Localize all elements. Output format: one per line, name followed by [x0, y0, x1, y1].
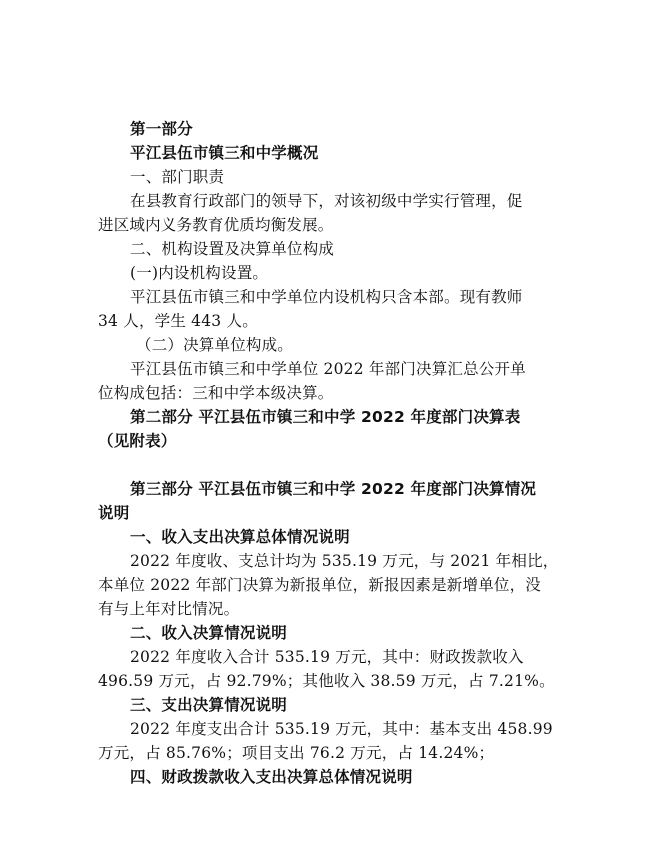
part3-section1-paragraph-line1: 2022 年度收、支总计均为 535.19 万元，与 2021 年相比，	[130, 552, 559, 570]
part2-title-line2: （见附表）	[98, 432, 177, 450]
part3-section2-paragraph-line1: 2022 年度收入合计 535.19 万元，其中：财政拨款收入	[130, 648, 524, 666]
part1-section2-paragraph1-line2: 34 人，学生 443 人。	[98, 312, 258, 330]
part1-section1-paragraph-line2: 进区域内义务教育优质均衡发展。	[98, 216, 334, 234]
part3-section4-title: 四、财政拨款收入支出决算总体情况说明	[130, 768, 413, 786]
part3-section1-paragraph-line2: 本单位 2022 年部门决算为新报单位，新报因素是新增单位，没	[98, 576, 542, 594]
part3-section2-title: 二、收入决算情况说明	[130, 624, 288, 642]
part1-section2-title: 二、机构设置及决算单位构成	[130, 240, 335, 258]
part1-heading: 第一部分	[130, 120, 193, 138]
part3-title-line2: 说明	[98, 504, 130, 522]
part3-section1-title: 一、收入支出决算总体情况说明	[130, 528, 350, 546]
part1-section2-subtitle1: (一)内设机构设置。	[130, 264, 269, 282]
part1-section2-paragraph2-line2: 位构成包括：三和中学本级决算。	[98, 384, 334, 402]
part3-title-line1: 第三部分 平江县伍市镇三和中学 2022 年度部门决算情况	[130, 480, 537, 498]
part1-section2-paragraph2-line1: 平江县伍市镇三和中学单位 2022 年部门决算汇总公开单	[130, 360, 526, 378]
part1-section1-title: 一、部门职责	[130, 168, 225, 186]
part3-section3-title: 三、支出决算情况说明	[130, 696, 288, 714]
part3-section2-paragraph-line2: 496.59 万元，占 92.79%；其他收入 38.59 万元，占 7.21%。	[98, 672, 555, 690]
part1-section2-subtitle2: （二）决算单位构成。	[136, 336, 294, 354]
part1-title: 平江县伍市镇三和中学概况	[130, 144, 319, 162]
part1-section1-paragraph-line1: 在县教育行政部门的领导下，对该初级中学实行管理，促	[130, 192, 523, 210]
part2-title-line1: 第二部分 平江县伍市镇三和中学 2022 年度部门决算表	[130, 408, 521, 426]
part3-section3-paragraph-line1: 2022 年度支出合计 535.19 万元，其中：基本支出 458.99	[130, 720, 553, 738]
part3-section3-paragraph-line2: 万元，占 85.76%；项目支出 76.2 万元，占 14.24%；	[98, 744, 495, 762]
part1-section2-paragraph1-line1: 平江县伍市镇三和中学单位内设机构只含本部。现有教师	[130, 288, 523, 306]
part3-section1-paragraph-line3: 有与上年对比情况。	[98, 600, 240, 618]
